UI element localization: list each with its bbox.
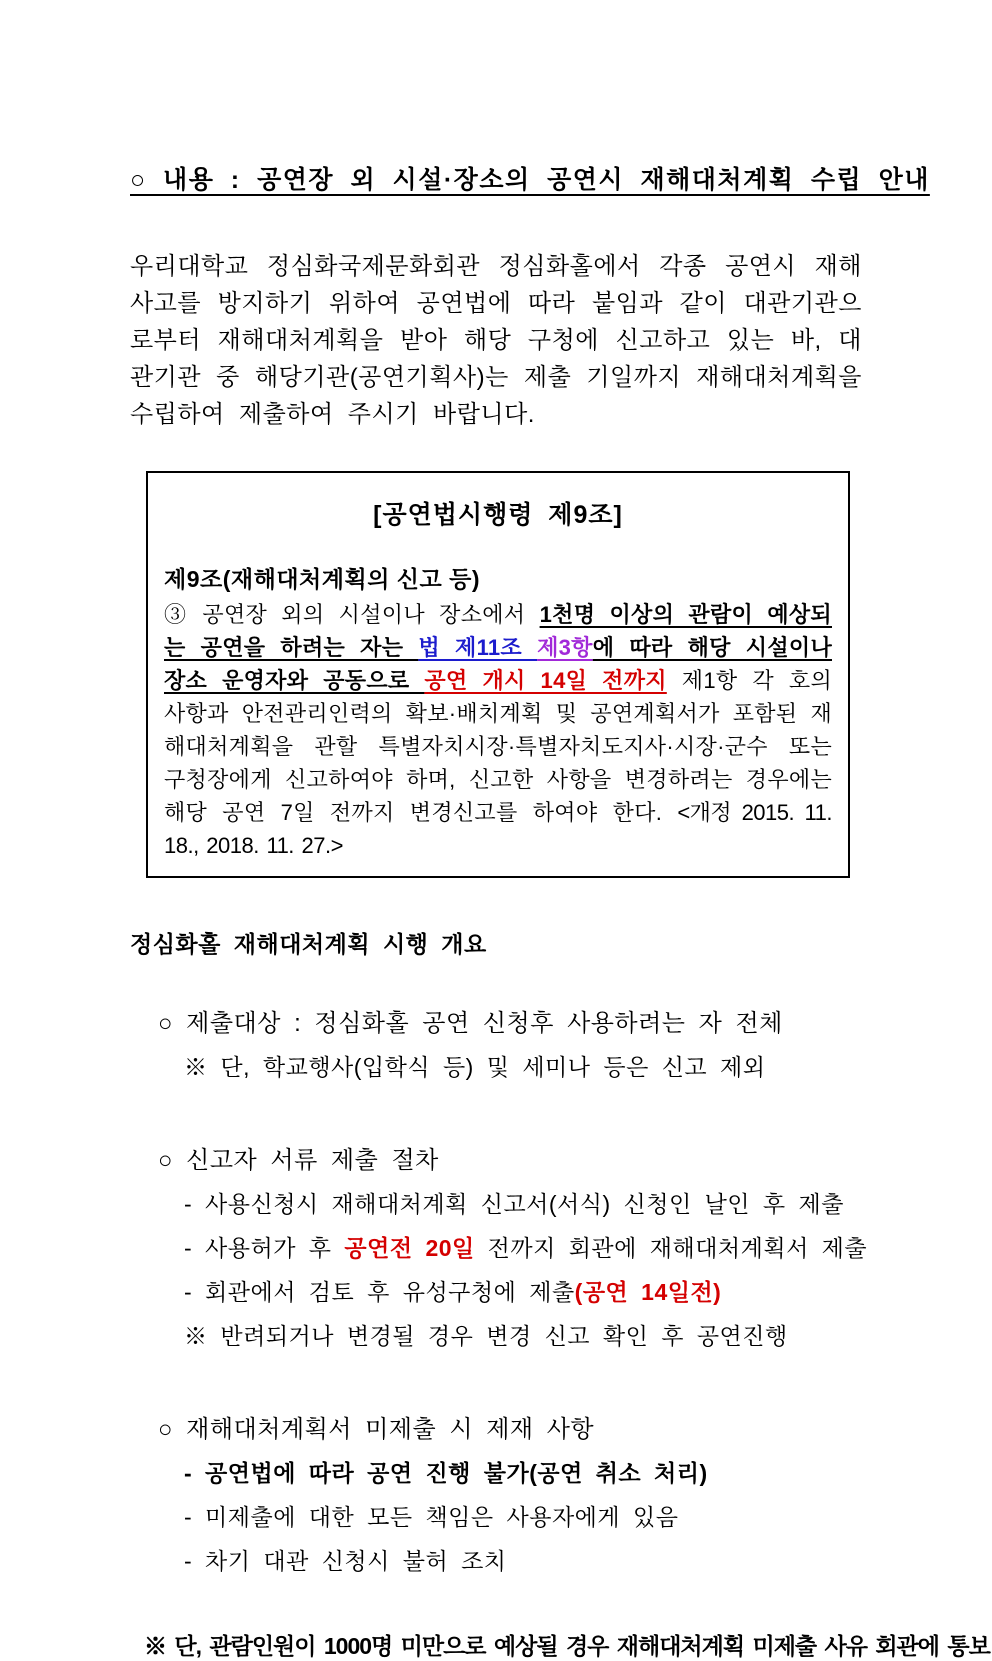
procedure-item-3-deadline: (공연 14일전) (574, 1279, 722, 1305)
law-seg-purple-clause-ref: 제3항 (537, 635, 593, 660)
submission-target-note: ※ 단, 학교행사(입학식 등) 및 세미나 등은 신고 제외 (184, 1054, 766, 1080)
law-seg-bold-underline: 1천명 이상의 관람이 예상되는 공연을 하려는 자는 (164, 602, 832, 660)
procedure-item-2 (184, 1230, 868, 1263)
law-excerpt-box (146, 471, 850, 878)
overview-heading: 정심화홀 재해대처계획 시행 개요 (130, 931, 487, 957)
law-seg-bold-underline-2: 에 따라 해당 시설이나 장소 운영자와 공동으로 (164, 635, 832, 693)
procedure-item-2-post: 전까지 회관에 재해대처계획서 제출 (474, 1235, 868, 1261)
sanctions-item-1: - 공연법에 따라 공연 진행 불가(공연 취소 처리) (184, 1460, 708, 1486)
procedure-note: ※ 반려되거나 변경될 경우 변경 신고 확인 후 공연진행 (184, 1323, 788, 1349)
law-seg-red-deadline: 공연 개시 14일 전까지 (424, 668, 667, 693)
sanctions-item-2: - 미제출에 대한 모든 책임은 사용자에게 있음 (184, 1504, 679, 1530)
law-box-title: [공연법시행령 제9조] (373, 501, 623, 529)
law-seg-amendment-note: <개정 2015. 11. 18., 2018. 11. 27.> (164, 800, 832, 858)
page-title: ○ 내용 : 공연장 외 시설·장소의 공연시 재해대처계획 수립 안내 (130, 166, 930, 194)
law-body-paragraph (164, 598, 832, 862)
procedure-item-3 (184, 1274, 862, 1307)
law-article-heading: 제9조(재해대처계획의 신고 등) (164, 566, 481, 592)
submission-target-line: ○ 제출대상 : 정심화홀 공연 신청후 사용하려는 자 전체 (158, 1010, 783, 1037)
procedure-heading: ○ 신고자 서류 제출 절차 (158, 1147, 439, 1174)
sanctions-item-3: - 차기 대관 신청시 불허 조치 (184, 1548, 507, 1574)
law-seg-plain-1: ③ 공연장 외의 시설이나 장소에서 (164, 602, 540, 627)
sanctions-heading: ○ 재해대처계획서 미제출 시 제재 사항 (158, 1416, 595, 1443)
footer-note: ※ 단, 관람인원이 1000명 미만으로 예상될 경우 재해대처계획 미제출 사유 회관에 통보 (144, 1633, 990, 1659)
procedure-item-3-pre: - 회관에서 검토 후 유성구청에 제출 (184, 1279, 575, 1305)
procedure-item-2-pre: - 사용허가 후 (184, 1235, 345, 1261)
law-seg-plain-2: 제1항 각 호의 사항과 안전관리인력의 확보·배치계획 및 공연계획서가 포함된 재해대처계획을 관할 특별자치시장·특별자치도지사·시장·군수 또는 구청장에게 신고하여야 하며, 신고한 사항을 변경하려는 경우에는 해당 공연 7일 전까지 변경신고를 하여야 한다. (164, 668, 832, 825)
law-seg-blue-law-ref: 법 제11조 (418, 635, 538, 660)
procedure-item-2-deadline: 공연전 20일 (344, 1235, 475, 1261)
procedure-item-1: - 사용신청시 재해대처계획 신고서(서식) 신청인 날인 후 제출 (184, 1191, 844, 1217)
intro-paragraph: 우리대학교 정심화국제문화회관 정심화홀에서 각종 공연시 재해사고를 방지하기 위하여 공연법에 따라 붙임과 같이 대관기관으로부터 재해대처계획을 받아 해당 구청에 신고하고 있는 바, 대관기관 중 해당기관(공연기획사)는 제출 기일까지 재해대처계획을 수립하여 제출하여 주시기 바랍니다. (130, 253, 862, 428)
